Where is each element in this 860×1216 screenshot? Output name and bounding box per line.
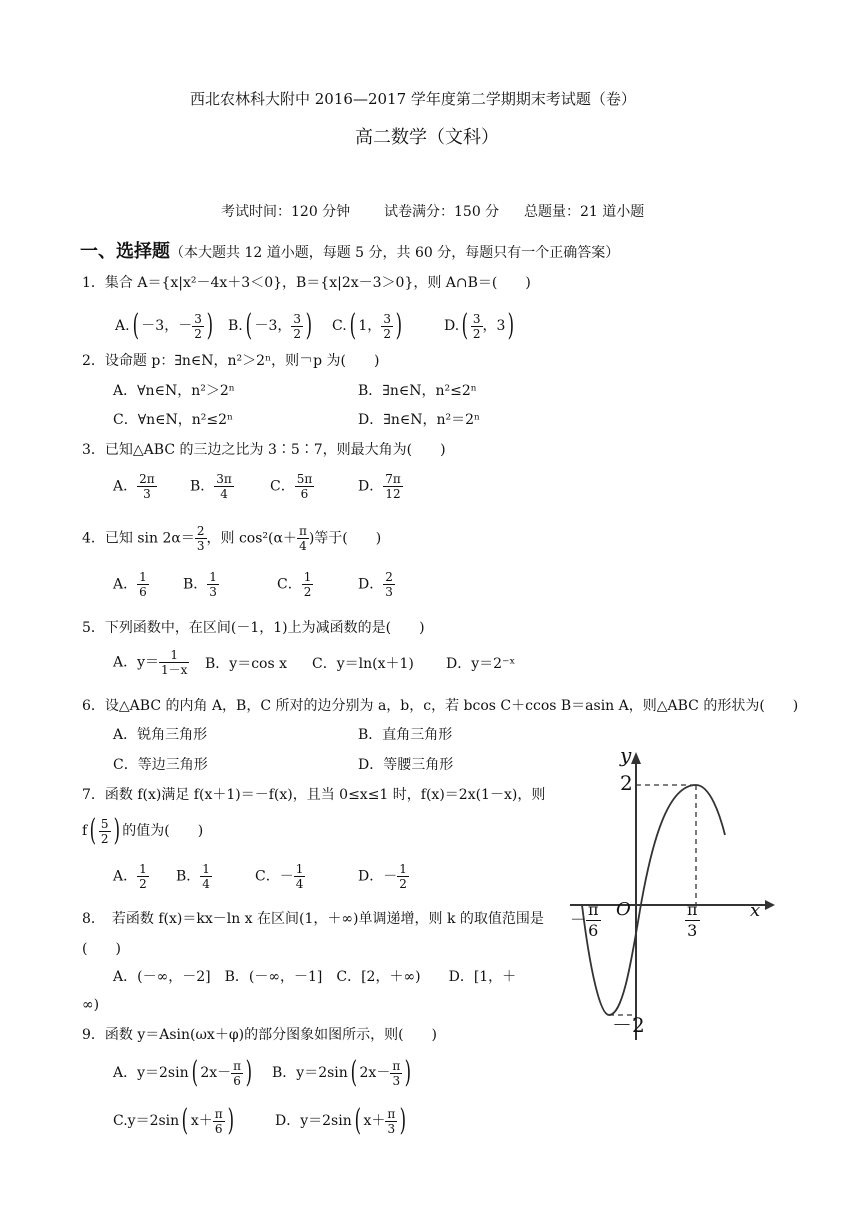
q2-option-b: B．∃n∈N，n²≤2ⁿ (358, 383, 477, 399)
q2-stem: 2．设命题 p：∃n∈N，n²＞2ⁿ，则￢p 为( ) (82, 353, 380, 369)
q1-stem: 1．集合 A＝{x|x²－4x＋3＜0}，B＝{x|2x－3＞0}，则 A∩B＝( ) (82, 275, 531, 291)
section-name: 一、选择题 (80, 241, 170, 262)
q3-option-a: A． $\frac{2\pi}{3}$ (113, 472, 155, 501)
q4-option-b: B． $\frac{1}{3}$ (183, 570, 217, 599)
q6-option-a: A．锐角三角形 (113, 727, 208, 743)
q7-stem-2: f( $\frac{5}{2}$ ) 的值为( ) (82, 813, 204, 848)
q5-option-a: A．y＝ $\frac{1}{1-x}$ (113, 648, 188, 677)
graph-y-max-label: 2 (620, 771, 633, 795)
q3-option-c: C． $\frac{5\pi}{6}$ (270, 472, 313, 501)
graph-neg-tick-label: － $\frac{\pi}{6}$ (570, 900, 599, 940)
q9-option-a: A．y＝2sin( 2x－ $\frac{\pi}{6}$ ) (113, 1055, 253, 1090)
graph-y-label: y (620, 743, 632, 767)
y-axis-arrow-icon (631, 752, 641, 764)
q8-options: A．(－∞，－2] B．(－∞，－1] C．[2，＋∞) D．[1，＋ (113, 969, 517, 985)
q5-option-b: B．y＝cos x (205, 656, 287, 672)
q1-option-c: C.( 1， $\frac{3}{2}$ ) (332, 308, 403, 343)
q7-stem: 7．函数 f(x)满足 f(x＋1)＝－f(x)，且当 0≤x≤1 时，f(x)＝2x(1－x)，则 (82, 787, 546, 803)
q2-option-d: D．∃n∈N，n²＝2ⁿ (358, 412, 481, 428)
subject-title: 高二数学（文科） (355, 127, 499, 148)
q9-stem: 9．函数 y＝Asin(ωx＋φ)的部分图象如图所示，则( ) (82, 1027, 438, 1043)
q4-option-c: C． $\frac{1}{2}$ (277, 570, 312, 599)
section-note: （本大题共 12 道小题，每题 5 分，共 60 分，每题只有一个正确答案） (170, 245, 620, 261)
q4-option-d: D． $\frac{2}{3}$ (358, 570, 393, 599)
q7-option-b: B． $\frac{1}{4}$ (176, 862, 210, 891)
q3-option-b: B． $\frac{3\pi}{4}$ (190, 472, 232, 501)
q3-stem: 3．已知△ABC 的三边之比为 3∶5∶7，则最大角为( ) (82, 442, 446, 458)
q3-option-d: D． $\frac{7\pi}{12}$ (358, 472, 401, 501)
graph-x-label: x (750, 900, 761, 921)
q2-option-a: A．∀n∈N，n²＞2ⁿ (113, 383, 235, 399)
graph-y-min-label: －2 (612, 1013, 645, 1037)
q1-option-d: D.( $\frac{3}{2}$ ，3) (444, 308, 515, 343)
sine-curve (582, 785, 725, 1015)
full-score: 试卷满分：150 分 (384, 204, 500, 220)
q8-paren: ( ) (82, 941, 121, 957)
q8-stem: 8． 若函数 f(x)＝kx－ln x 在区间(1，＋∞)单调递增，则 k 的取值范围是 (82, 911, 544, 927)
q6-stem: 6．设△ABC 的内角 A，B，C 所对的边分别为 a，b，c，若 bcos C＋ccos B＝asin A，则△ABC 的形状为( ) (82, 698, 799, 714)
graph-pos-tick-label: $\frac{\pi}{3}$ (687, 900, 698, 940)
q6-option-d: D．等腰三角形 (358, 757, 454, 773)
q4-option-a: A． $\frac{1}{6}$ (113, 570, 147, 599)
exam-time: 考试时间：120 分钟 (221, 204, 351, 220)
q8-options-tail: ∞) (82, 997, 100, 1013)
sine-graph (560, 740, 800, 1050)
q5-option-c: C．y＝ln(x＋1) (312, 656, 414, 672)
graph-origin-label: O (616, 899, 631, 920)
q9-option-c: C.y＝2sin( x＋ $\frac{\pi}{6}$ ) (113, 1103, 234, 1138)
q9-option-b: B．y＝2sin( 2x－ $\frac{\pi}{3}$ ) (272, 1055, 412, 1090)
q6-option-b: B．直角三角形 (358, 727, 453, 743)
q2-option-c: C．∀n∈N，n²≤2ⁿ (113, 412, 234, 428)
exam-title: 西北农林科大附中 2016—2017 学年度第二学期期末考试题（卷） (190, 90, 636, 108)
q5-option-d: D．y＝2⁻ˣ (446, 656, 516, 672)
q5-stem: 5．下列函数中，在区间(－1，1)上为减函数的是( ) (82, 620, 425, 636)
x-axis-arrow-icon (765, 900, 775, 910)
q7-option-d: D．－ $\frac{1}{2}$ (358, 862, 407, 891)
q9-option-d: D．y＝2sin( x＋ $\frac{\pi}{3}$ ) (275, 1103, 407, 1138)
q1-option-a: A.( －3，－ $\frac{3}{2}$ ) (115, 308, 213, 343)
q4-stem: 4．已知 sin 2α＝ $\frac{2}{3}$ ，则 cos²(α＋ $\frac{\pi}{4}$ )等于( ) (82, 524, 382, 553)
q6-option-c: C．等边三角形 (113, 757, 208, 773)
q7-option-c: C．－ $\frac{1}{4}$ (255, 862, 304, 891)
q7-option-a: A． $\frac{1}{2}$ (113, 862, 147, 891)
total-questions: 总题量：21 道小题 (524, 204, 645, 220)
q1-option-b: B.( －3， $\frac{3}{2}$ ) (228, 308, 313, 343)
section-heading (80, 243, 619, 262)
